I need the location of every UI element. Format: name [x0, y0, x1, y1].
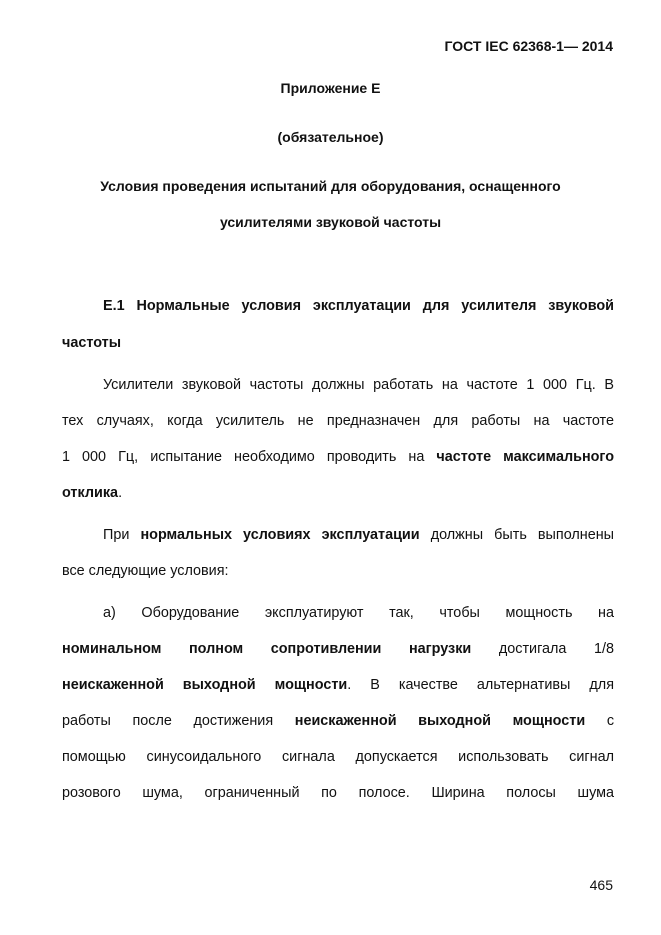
para1-line-4-end: . [118, 485, 123, 501]
para2-line-2: все следующие условия: [62, 563, 229, 579]
item-a-line-3-post: . В качестве альтернативы для [347, 677, 614, 693]
term-undistorted-output-power: неискаженной выходной мощности [62, 677, 348, 693]
document-id-header: ГОСТ IEC 62368-1— 2014 [444, 38, 613, 54]
item-a-line-6: розового шума, ограниченный по полосе. Ширина полосы шума [62, 785, 614, 801]
term-max-response-frequency: частоте максимального [436, 449, 615, 465]
para1-line-3-text: 1 000 Гц, испытание необходимо проводить на [62, 449, 425, 465]
annex-status: (обязательное) [277, 129, 384, 145]
para2-line-1-post: должны быть выполнены [430, 527, 615, 543]
item-a-line-4 [62, 712, 614, 730]
annex-heading-line-1: Условия проведения испытаний для оборудования, оснащенного [100, 178, 561, 194]
term-response: отклика [62, 485, 119, 501]
term-rated-load-impedance: номинальном полном сопротивлении нагрузки [62, 641, 472, 657]
section-title-line-2: частоты [62, 335, 121, 351]
item-a-line-2 [62, 640, 614, 658]
section-title-line-1: E.1 Нормальные условия эксплуатации для усилителя звуковой [103, 298, 614, 314]
annex-title: Приложение E [280, 80, 381, 96]
para2-line-1-pre: При [103, 527, 130, 543]
item-a-line-2-post: достигала 1/8 [498, 641, 615, 657]
term-undistorted-output-power-2: неискаженной выходной мощности [294, 713, 586, 729]
item-a-line-3 [62, 676, 614, 694]
term-normal-operating-conditions: нормальных условиях эксплуатации [140, 527, 420, 543]
item-a-line-4-pre: работы после достижения [62, 713, 274, 729]
para1-line-4 [62, 484, 614, 502]
item-a-line-1: а) Оборудование эксплуатируют так, чтобы мощность на [103, 605, 614, 621]
annex-heading-line-2: усилителями звуковой частоты [219, 214, 442, 230]
para1-line-3 [62, 448, 614, 466]
para1-line-2: тех случаях, когда усилитель не предназначен для работы на частоте [62, 413, 614, 429]
page-number: 465 [589, 877, 613, 893]
item-a-line-5: помощью синусоидального сигнала допускается использовать сигнал [62, 749, 614, 765]
para1-line-1: Усилители звуковой частоты должны работать на частоте 1 000 Гц. В [103, 377, 614, 393]
item-a-line-4-post: с [606, 713, 615, 729]
para2-line-1 [103, 526, 614, 544]
